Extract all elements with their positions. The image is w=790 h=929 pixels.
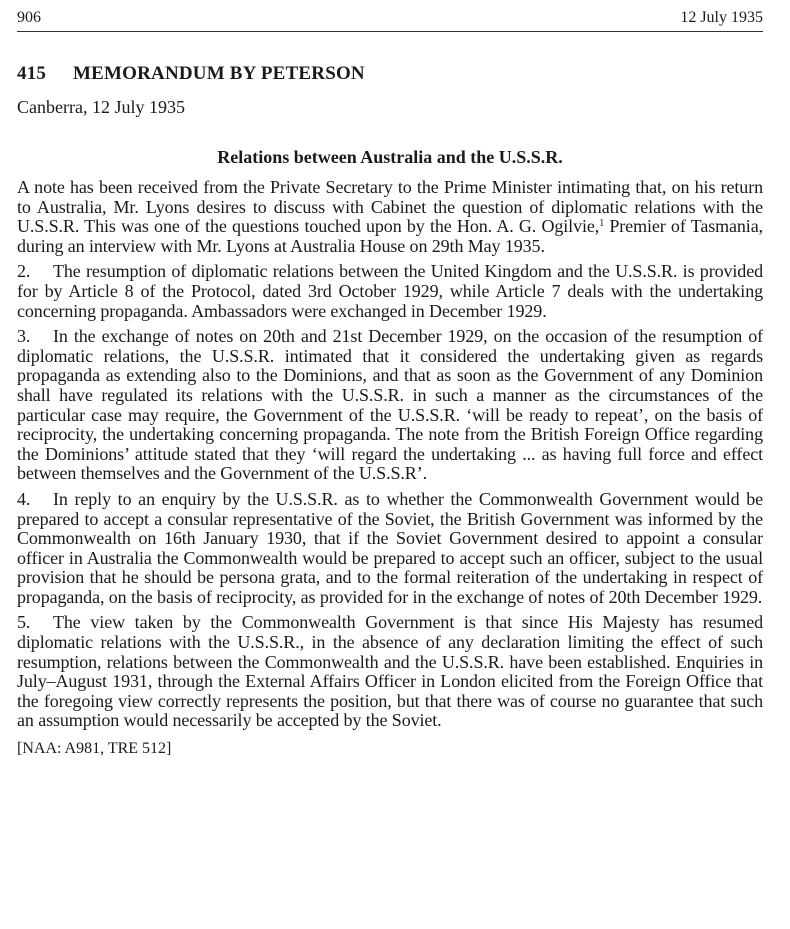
place-date: Canberra, 12 July 1935 bbox=[17, 97, 185, 117]
paragraph-2-text: The resumption of diplomatic relations between the United Kingdom and the U.S.S.R. is provided for by Article 8 of the Protocol, dated 3rd October 1929, while Article 7 deals with the undertaking concerning propaganda. Ambassadors were exchanged in December 1929. bbox=[17, 261, 763, 321]
paragraph-1-text-a: A note has been received from the Private Secretary to the Prime Minister intimating that, on his return to Australia, Mr. Lyons desires to discuss with Cabinet the question of diplomatic relations with the U.S.S.R. This was one of the questions touched upon by the Hon. A. G. Ogilvie, bbox=[17, 177, 763, 237]
paragraph-2 bbox=[17, 262, 763, 321]
footnote-marker: 1 bbox=[599, 218, 605, 230]
paragraph-4 bbox=[17, 490, 763, 608]
document-heading bbox=[17, 62, 365, 86]
paragraph-number: 3. bbox=[17, 326, 31, 347]
source-citation: [NAA: A981, TRE 512] bbox=[17, 740, 172, 758]
page-number: 906 bbox=[17, 9, 41, 26]
paragraph-number: 4. bbox=[17, 488, 31, 509]
paragraph-5-text: The view taken by the Commonwealth Government is that since His Majesty has resumed diplomatic relations with the U.S.S.R., in the absence of any declaration limiting the effect of such resumption, relations between the Commonwealth and the U.S.S.R. have been established. Enquiries in July–August 1931, through the External Affairs Officer in London elicited from the Foreign Office that the foregoing view correctly represents the position, but that there was of course no guarantee that such an assumption would necessarily be accepted by the Soviet. bbox=[17, 612, 763, 731]
paragraph-4-text: In reply to an enquiry by the U.S.S.R. as to whether the Commonwealth Government would be prepared to accept a consular representative of the Soviet, the British Government was informed by the Commonwealth on 16th January 1930, that if the Soviet Government desired to appoint a consular officer in Australia the Commonwealth would be prepared to accept such an officer, subject to the usual provision that he should be persona grata, and to the formal reiteration of the undertaking in respect of propaganda, on the basis of reciprocity, as provided for in the exchange of notes of 20th December 1929. bbox=[17, 488, 763, 607]
paragraph-3-text: In the exchange of notes on 20th and 21st December 1929, on the occasion of the resumption of diplomatic relations, the U.S.S.R. intimated that it considered the undertaking given as regards propaganda as extending also to the Dominions, and that as soon as the Government of any Dominion shall have regulated its relations with the U.S.S.R. in such a manner as the circumstances of the particular case may require, the Government of the U.S.S.R. ‘will be ready to repeat’, on the basis of reciprocity, the undertaking concerning propaganda. The note from the British Foreign Office regarding the Dominions’ attitude stated that they ‘will regard the undertaking ... as having full force and effect between themselves and the Government of the U.S.S.R’. bbox=[17, 326, 763, 484]
subject-heading: Relations between Australia and the U.S.S.R. bbox=[217, 147, 563, 167]
running-head bbox=[17, 8, 763, 30]
header-rule bbox=[17, 31, 763, 32]
document-title: MEMORANDUM BY PETERSON bbox=[73, 63, 365, 84]
paragraph-3 bbox=[17, 327, 763, 484]
paragraph-1-text-b: Premier of Tasmania, during an interview with Mr. Lyons at Australia House on 29th May 1935. bbox=[17, 216, 763, 256]
paragraph-5 bbox=[17, 613, 763, 731]
paragraph-number: 5. bbox=[17, 612, 31, 633]
paragraph-number: 2. bbox=[17, 261, 31, 282]
paragraph-1 bbox=[17, 178, 763, 256]
memorandum-body bbox=[17, 178, 763, 759]
running-head-date: 12 July 1935 bbox=[680, 9, 763, 26]
document-number: 415 bbox=[17, 63, 47, 84]
